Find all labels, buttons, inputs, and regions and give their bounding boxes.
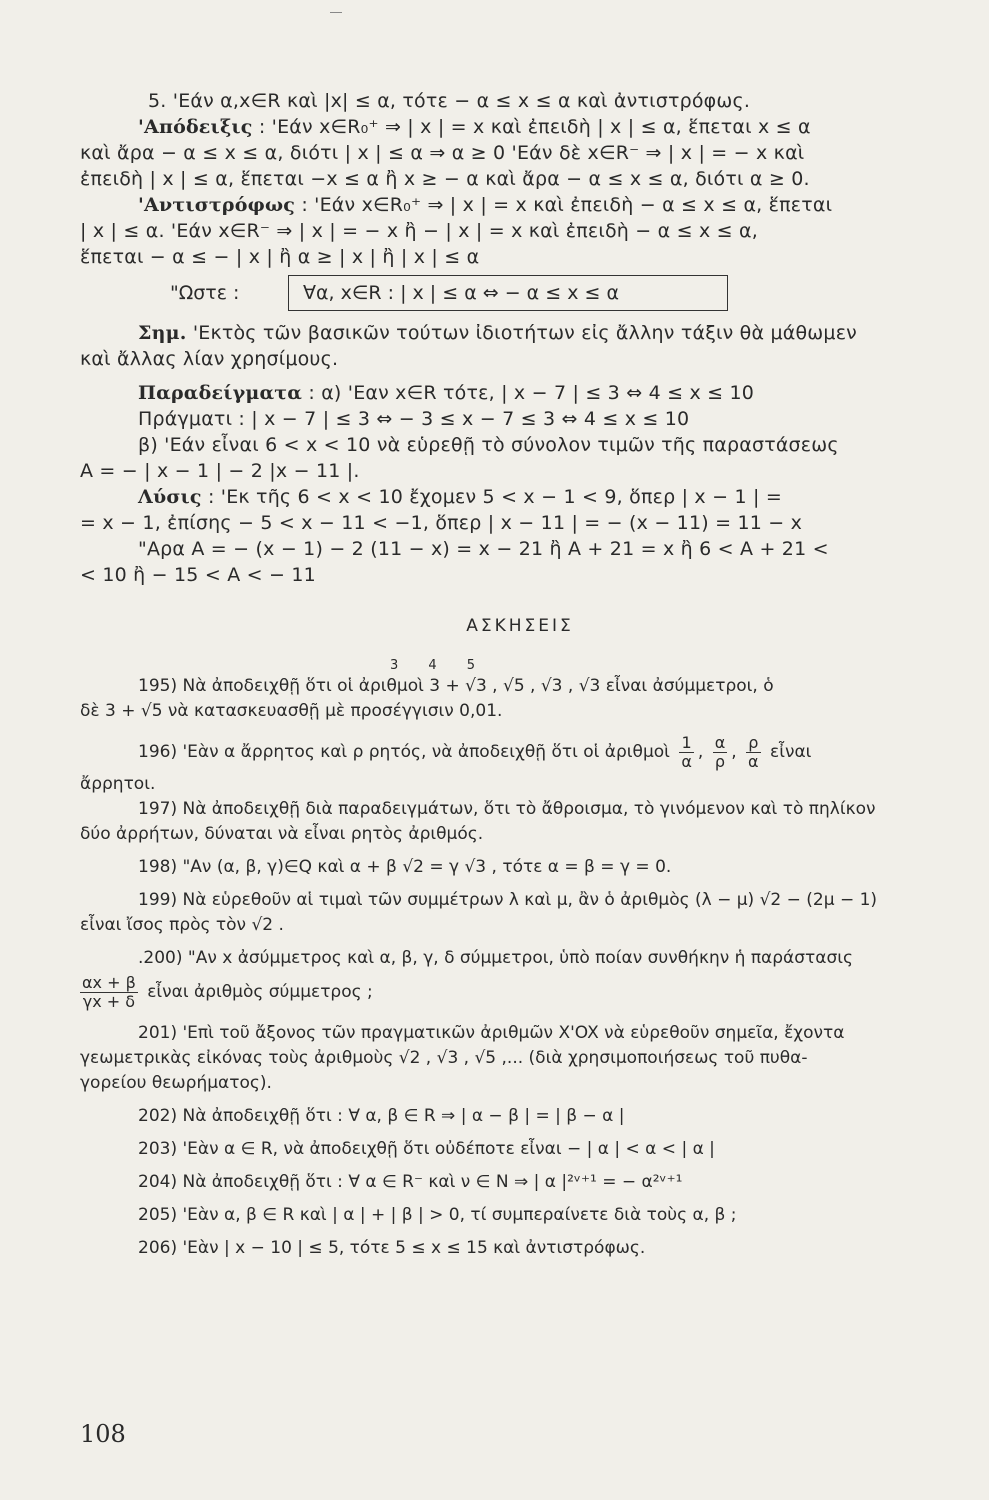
conclusion-label: "Ωστε : xyxy=(170,282,240,304)
fraction-200: $\frac{\alpha x + \beta}{\gamma x + \delta}$ xyxy=(82,972,136,1011)
solution-line: = x − 1, ἐπίσης − 5 < x − 11 < −1, ὅπερ | x − 11 | = − (x − 11) = 11 − x xyxy=(80,512,803,534)
exercise-206: 206) 'Εὰν | x − 10 | ≤ 5, τότε 5 ≤ x ≤ 15 καὶ ἀντιστρόφως. xyxy=(138,1238,646,1258)
theorem-statement: 5. 'Εάν α,x∈R καὶ |x| ≤ α, τότε − α ≤ x ≤ α καὶ ἀντιστρόφως. xyxy=(148,90,751,112)
exercise-196-cont: ἄρρητοι. xyxy=(80,774,156,794)
solution-line: < 10 ἢ − 15 < A < − 11 xyxy=(80,564,316,586)
exercise-200: .200) "Αν x ἀσύμμετρος καὶ α, β, γ, δ σύμμετροι, ὑπὸ ποίαν συνθήκην ἡ παράστασις xyxy=(138,948,853,968)
root-indices: 3 4 5 xyxy=(390,658,476,673)
exercise-199: 199) Νὰ εὑρεθοῦν αἱ τιμαὶ τῶν συμμέτρων λ καὶ μ, ἂν ὁ ἀριθμὸς (λ − μ) √2 − (2μ − 1) xyxy=(138,890,878,910)
conclusion-row xyxy=(80,270,960,316)
fraction-3: $\frac{\rho}{\alpha}$ xyxy=(748,732,759,771)
converse-line: ἕπεται − α ≤ − | x | ἢ α ≥ | x | ἢ | x | ≤ α xyxy=(80,246,480,268)
example-line: A = − | x − 1 | − 2 |x − 11 |. xyxy=(80,460,360,482)
exercise-202: 202) Νὰ ἀποδειχθῇ ὅτι : ∀ α, β ∈ R ⇒ | α − β | = | β − α | xyxy=(138,1106,625,1126)
exercise-201: 201) 'Επὶ τοῦ ἄξονος τῶν πραγματικῶν ἀριθμῶν X'OX νὰ εὑρεθοῦν σημεῖα, ἔχοντα xyxy=(138,1023,845,1043)
exercise-204: 204) Νὰ ἀποδειχθῇ ὅτι : ∀ α ∈ R⁻ καὶ ν ∈ N ⇒ | α |²ᵛ⁺¹ = − α²ᵛ⁺¹ xyxy=(138,1172,683,1192)
boxed-formula: ∀α, x∈R : | x | ≤ α ⇔ − α ≤ x ≤ α xyxy=(288,275,728,311)
page-content xyxy=(80,88,960,1261)
example-line: Παραδείγματα : α) 'Εαν x∈R τότε, | x − 7 | ≤ 3 ⇔ 4 ≤ x ≤ 10 xyxy=(138,382,755,404)
exercise-198: 198) "Αν (α, β, γ)∈Q καὶ α + β √2 = γ √3 , τότε α = β = γ = 0. xyxy=(138,857,672,877)
exercise-196-text: 196) 'Εὰν α ἄρρητος καὶ ρ ρητός, νὰ ἀποδειχθῇ ὅτι οἱ ἀριθμοὶ xyxy=(138,742,670,762)
exercise-196-tail: εἶναι xyxy=(770,742,812,762)
exercise-203: 203) 'Εὰν α ∈ R, νὰ ἀποδειχθῇ ὅτι οὐδέποτε εἶναι − | α | < α < | α | xyxy=(138,1139,715,1159)
exercise-197-cont: δύο ἀρρήτων, δύναται νὰ εἶναι ρητὸς ἀριθμός. xyxy=(80,824,484,844)
fraction-1: $\frac{1}{\alpha}$ xyxy=(681,732,692,771)
converse-line: 'Αντιστρόφως : 'Εάν x∈R₀⁺ ⇒ | x | = x καὶ ἐπειδὴ − α ≤ x ≤ α, ἕπεται xyxy=(138,194,833,216)
proof-line: ἐπειδὴ | x | ≤ α, ἕπεται −x ≤ α ἢ x ≥ − α καὶ ἄρα − α ≤ x ≤ α, διότι α ≥ 0. xyxy=(80,168,810,190)
exercise-205: 205) 'Εὰν α, β ∈ R καὶ | α | + | β | > 0, τί συμπεραίνετε διὰ τοὺς α, β ; xyxy=(138,1205,737,1225)
exercise-200-cont xyxy=(80,971,960,1013)
page-number: 108 xyxy=(80,1420,126,1448)
exercise-201-cont: γεωμετρικὰς εἰκόνας τοὺς ἀριθμοὺς √2 , √3 , √5 ,... (διὰ χρησιμοποιήσεως τοῦ πυθα- xyxy=(80,1048,808,1068)
exercise-195-cont: δὲ 3 + √5 νὰ κατασκευασθῇ μὲ προσέγγισιν 0,01. xyxy=(80,701,503,721)
exercise-196: 196) 'Εὰν α ἄρρητος καὶ ρ ρητός, νὰ ἀποδειχθῇ ὅτι οἱ ἀριθμοὶ $\frac{1}{\alpha}$ , $\frac{\alpha}{\rho}$ , $\frac{\rho}{\alpha}$ εἶναι xyxy=(138,732,812,771)
exercise-200-tail: εἶναι ἀριθμὸς σύμμετρος ; xyxy=(147,982,373,1002)
example-line: β) 'Εάν εἶναι 6 < x < 10 νὰ εὑρεθῇ τὸ σύνολον τιμῶν τῆς παραστάσεως xyxy=(138,434,839,456)
solution-line: "Αρα A = − (x − 1) − 2 (11 − x) = x − 21 ἢ A + 21 = x ἢ 6 < A + 21 < xyxy=(138,538,829,560)
fraction-2: $\frac{\alpha}{\rho}$ xyxy=(714,732,726,771)
top-mark xyxy=(330,12,342,13)
exercise-199-cont: εἶναι ἴσος πρὸς τὸν √2 . xyxy=(80,915,284,935)
exercise-201-cont: γορείου θεωρήματος). xyxy=(80,1073,272,1093)
example-line: Πράγματι : | x − 7 | ≤ 3 ⇔ − 3 ≤ x − 7 ≤ 3 ⇔ 4 ≤ x ≤ 10 xyxy=(138,408,690,430)
exercise-197: 197) Νὰ ἀποδειχθῇ διὰ παραδειγμάτων, ὅτι τὸ ἄθροισμα, τὸ γινόμενον καὶ τὸ πηλίκον xyxy=(138,799,876,819)
exercise-195: 195) Νὰ ἀποδειχθῇ ὅτι οἱ ἀριθμοὶ 3 + √3 , √5 , √3 , √3 εἶναι ἀσύμμετροι, ὁ xyxy=(138,676,774,696)
proof-line: 'Απόδειξις : 'Εάν x∈R₀⁺ ⇒ | x | = x καὶ ἐπειδὴ | x | ≤ α, ἕπεται x ≤ α xyxy=(138,116,811,138)
proof-line: καὶ ἄρα − α ≤ x ≤ α, διότι | x | ≤ α ⇒ α ≥ 0 'Εάν δὲ x∈R⁻ ⇒ | x | = − x καὶ xyxy=(80,142,805,164)
solution-line: Λύσις : 'Εκ τῆς 6 < x < 10 ἔχομεν 5 < x − 1 < 9, ὅπερ | x − 1 | = xyxy=(138,486,782,508)
note-line: καὶ ἄλλας λίαν χρησίμους. xyxy=(80,348,339,370)
note-line: Σημ. 'Εκτὸς τῶν βασικῶν τούτων ἰδιοτήτων εἰς ἄλλην τάξιν θὰ μάθωμεν xyxy=(138,322,857,344)
exercises-heading: ΑΣΚΗΣΕΙΣ xyxy=(466,616,574,636)
converse-line: | x | ≤ α. 'Εάν x∈R⁻ ⇒ | x | = − x ἢ − | x | = x καὶ ἐπειδὴ − α ≤ x ≤ α, xyxy=(80,220,758,242)
